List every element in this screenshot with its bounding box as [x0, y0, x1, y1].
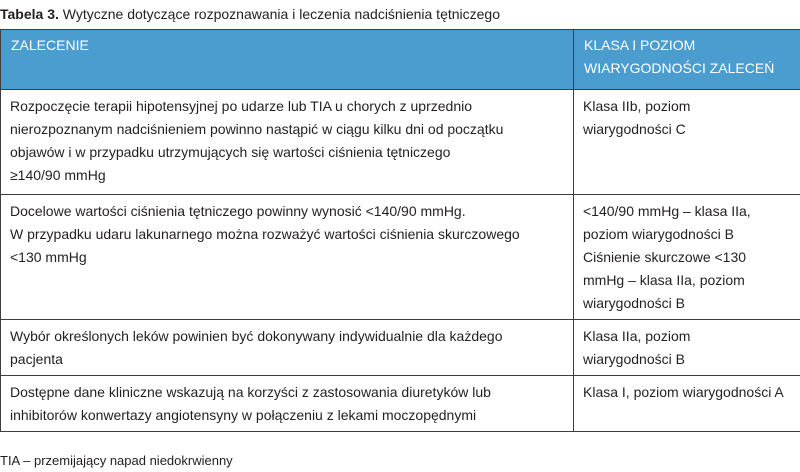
- table-body: [1, 90, 800, 432]
- class-level-cell: <140/90 mmHg – klasa IIa, poziom wiarygodności B Ciśnienie skurczowe <130 mmHg – klasa IIa, poziom wiarygodności B: [574, 195, 800, 320]
- recommendation-cell: Docelowe wartości ciśnienia tętniczego powinny wynosić <140/90 mmHg. W przypadku udaru lakunarnego można rozważyć wartości ciśnienia skurczowego <130 mmHg: [1, 195, 574, 320]
- class-level-cell: Klasa I, poziom wiarygodności A: [574, 376, 800, 432]
- table-caption-label: Tabela 3.: [0, 6, 59, 22]
- table-row: [1, 376, 800, 432]
- table-header: [1, 30, 800, 90]
- recommendation-cell: Rozpoczęcie terapii hipotensyjnej po udarze lub TIA u chorych z uprzednio nierozpoznanym nadciśnieniem powinno nastąpić w ciągu kilku dni od początku objawów i w przypadku utrzymujących się wartości ciśnienia tętniczego ≥140/90 mmHg: [1, 90, 574, 195]
- recommendation-cell: Wybór określonych leków powinien być dokonywany indywidualnie dla każdego pacjenta: [1, 320, 574, 376]
- table-caption-text: Wytyczne dotyczące rozpoznawania i leczenia nadciśnienia tętniczego: [58, 6, 501, 22]
- header-row: [1, 30, 800, 90]
- header-recommendation: ZALECENIE: [1, 30, 574, 90]
- table-footnote: TIA – przemijający napad niedokrwienny: [0, 453, 233, 468]
- table-row: [1, 195, 800, 320]
- class-level-cell: Klasa IIa, poziom wiarygodności B: [574, 320, 800, 376]
- header-class-level: KLASA I POZIOM WIARYGODNOŚCI ZALECEŃ: [574, 30, 800, 90]
- recommendation-cell: Dostępne dane kliniczne wskazują na korzyści z zastosowania diuretyków lub inhibitorów konwertazy angiotensyny w połączeniu z lekami moczopędnymi: [1, 376, 574, 432]
- recommendations-table: [0, 29, 800, 432]
- table-caption: [0, 5, 500, 23]
- class-level-cell: Klasa IIb, poziom wiarygodności C: [574, 90, 800, 195]
- table-row: [1, 320, 800, 376]
- table-row: [1, 90, 800, 195]
